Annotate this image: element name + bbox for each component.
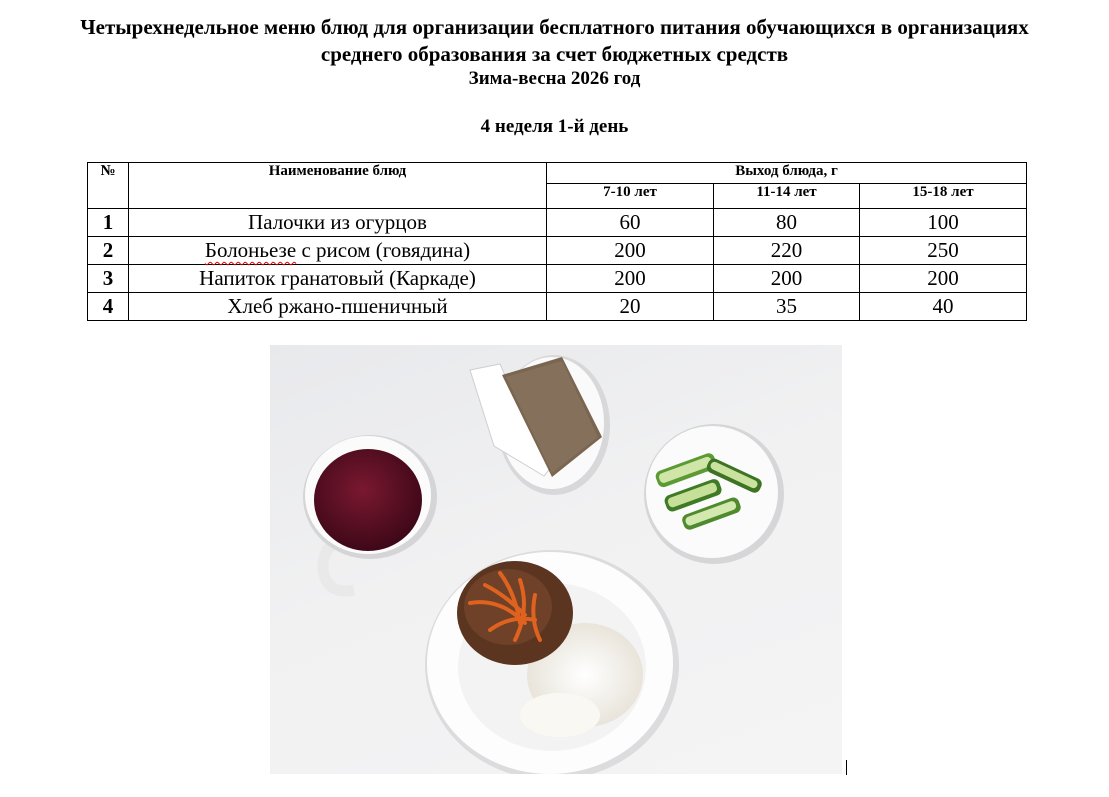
table-row xyxy=(88,265,1027,293)
value-cell: 40 xyxy=(860,293,1027,321)
table-row xyxy=(88,293,1027,321)
value-cell: 80 xyxy=(714,209,860,237)
bread-bowl xyxy=(470,355,610,495)
value-cell: 20 xyxy=(547,293,714,321)
table-header-row xyxy=(88,163,1027,184)
title-line-1: Четырехнедельное меню блюд для организации бесплатного питания обучающихся в организациях xyxy=(80,15,1029,39)
value-cell: 200 xyxy=(547,265,714,293)
dish-name xyxy=(129,209,547,237)
table-row xyxy=(88,237,1027,265)
row-number: 2 xyxy=(88,237,129,265)
value-cell: 200 xyxy=(547,237,714,265)
value-cell: 100 xyxy=(860,209,1027,237)
row-number: 1 xyxy=(88,209,129,237)
header-dish-name: Наименование блюд xyxy=(129,163,547,209)
cucumber-bowl xyxy=(644,424,784,564)
dish-name xyxy=(129,265,547,293)
dish-name xyxy=(129,237,547,265)
value-cell: 220 xyxy=(714,237,860,265)
value-cell: 250 xyxy=(860,237,1027,265)
header-age-group: 15-18 лет xyxy=(860,184,1027,209)
mug-of-tea xyxy=(303,435,437,591)
row-number: 4 xyxy=(88,293,129,321)
document-title xyxy=(0,14,1109,68)
header-output: Выход блюда, г xyxy=(547,163,1027,184)
header-number: № xyxy=(88,163,129,209)
header-age-group: 7-10 лет xyxy=(547,184,714,209)
row-number: 3 xyxy=(88,265,129,293)
day-label: 4 неделя 1-й день xyxy=(480,116,629,137)
table-row xyxy=(88,209,1027,237)
meal-photo-svg xyxy=(270,345,842,774)
dish-name-text: Палочки из огурцов xyxy=(248,210,427,234)
spellcheck-word: Болоньезе xyxy=(204,238,297,262)
dish-name-text: Напиток гранатовый (Каркаде) xyxy=(199,266,476,290)
dish-name xyxy=(129,293,547,321)
season-label: Зима-весна 2026 год xyxy=(468,68,641,89)
title-line-2: среднего образования за счет бюджетных средств xyxy=(320,42,789,66)
value-cell: 200 xyxy=(714,265,860,293)
bolognese-plate xyxy=(425,550,679,774)
text-cursor xyxy=(846,760,847,775)
value-cell: 60 xyxy=(547,209,714,237)
header-age-group: 11-14 лет xyxy=(714,184,860,209)
dish-name-text: Хлеб ржано-пшеничный xyxy=(227,294,448,318)
value-cell: 35 xyxy=(714,293,860,321)
menu-table xyxy=(87,162,1027,321)
meal-photo xyxy=(270,345,842,774)
value-cell: 200 xyxy=(860,265,1027,293)
dish-name-text: с рисом (говядина) xyxy=(296,238,471,262)
